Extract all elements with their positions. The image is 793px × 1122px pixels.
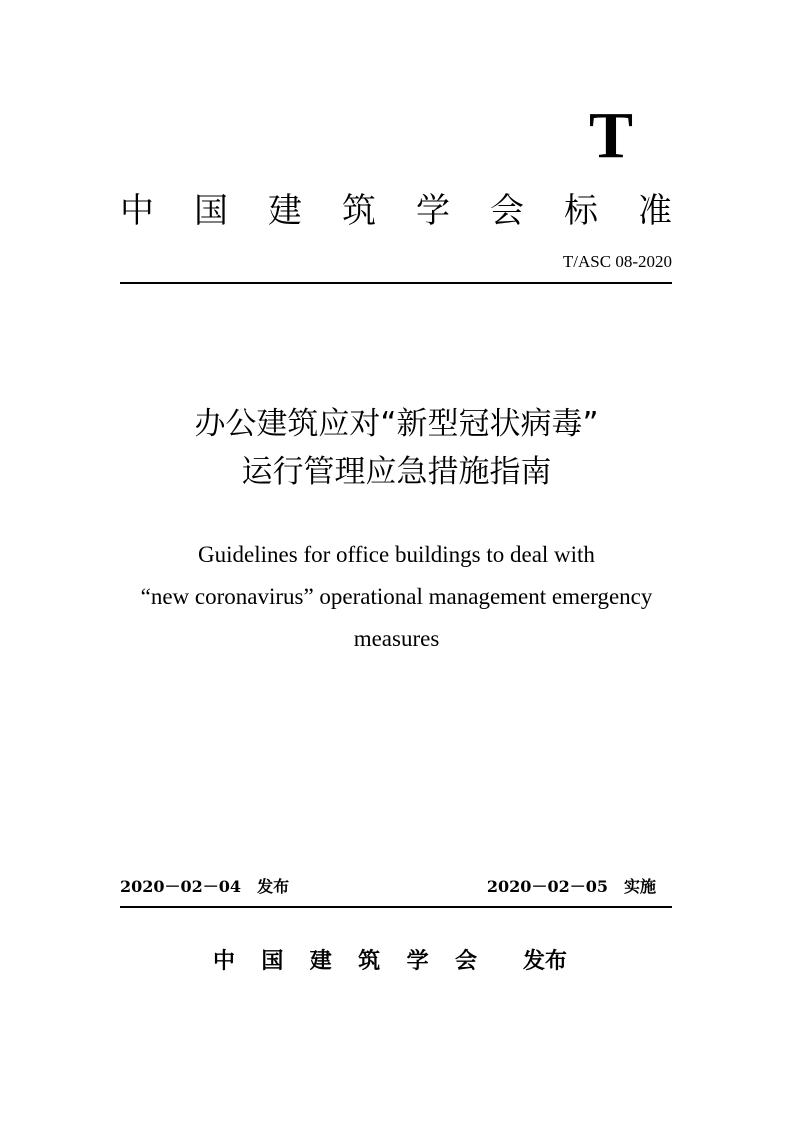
standard-type-heading — [120, 186, 672, 236]
issue-date: 2020－02－04 — [120, 877, 242, 896]
standard-type-char: 中 — [120, 191, 154, 231]
chinese-title — [100, 400, 693, 496]
english-title — [90, 534, 703, 660]
chinese-title-line: 办公建筑应对“新型冠状病毒” — [194, 406, 599, 442]
standard-type-char: 标 — [564, 191, 598, 231]
standard-type-char: 准 — [638, 191, 672, 231]
date-row — [120, 874, 672, 900]
standard-type-char: 国 — [194, 191, 228, 231]
publisher-org-char: 筑 — [358, 949, 381, 974]
publisher-organization — [213, 942, 477, 982]
publisher-org-char: 会 — [454, 949, 477, 974]
publisher-org-char: 建 — [309, 949, 332, 974]
top-divider — [120, 282, 672, 284]
standard-type-char: 学 — [416, 191, 450, 231]
publisher-org-char: 中 — [213, 949, 236, 974]
english-title-line: “new coronavirus” operational management emergency — [140, 584, 653, 609]
standard-type-char: 建 — [268, 191, 302, 231]
standard-type-char: 筑 — [342, 191, 376, 231]
standard-type-char: 会 — [490, 191, 524, 231]
implement-date: 2020－02－05 — [486, 877, 608, 896]
issue-date-group — [120, 874, 289, 900]
publisher-label: 发布 — [523, 949, 568, 974]
standard-number: T/ASC 08-2020 — [562, 252, 672, 271]
publisher-line — [213, 942, 583, 982]
publisher-org-char: 学 — [406, 949, 429, 974]
english-title-line: measures — [353, 626, 440, 651]
publisher-org-char: 国 — [261, 949, 284, 974]
chinese-title-line: 运行管理应急措施指南 — [241, 454, 552, 490]
implement-date-group — [487, 874, 656, 900]
issue-label: 发布 — [257, 877, 290, 896]
implement-label: 实施 — [623, 877, 656, 896]
standard-category-letter: T — [588, 99, 634, 172]
english-title-line: Guidelines for office buildings to deal with — [198, 542, 595, 567]
bottom-divider — [120, 906, 672, 908]
